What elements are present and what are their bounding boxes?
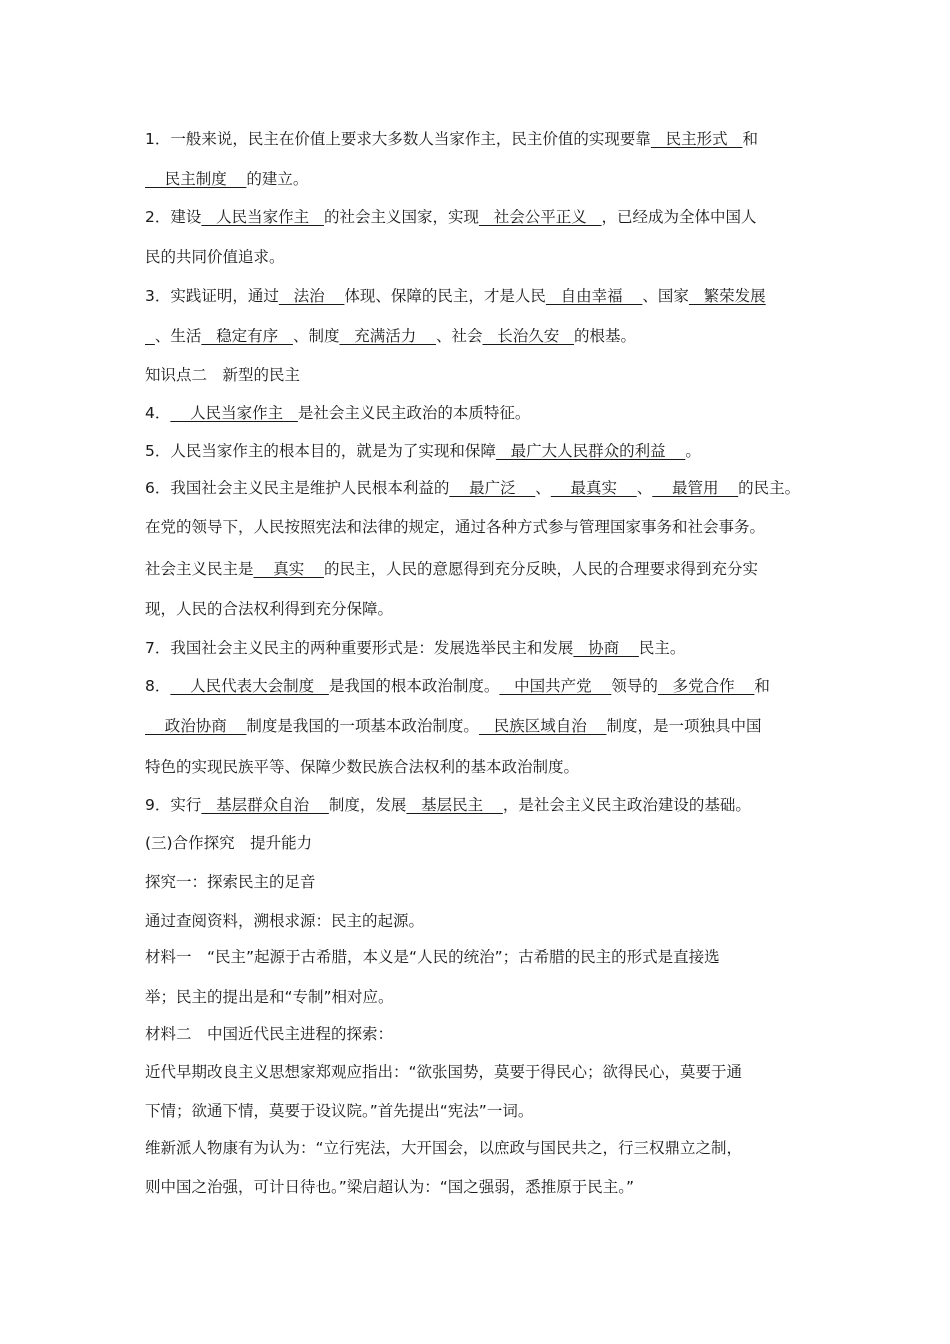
answer-blank: 民主制度 <box>145 170 247 188</box>
text-segment: 、 <box>636 479 653 497</box>
text-line <box>145 364 300 386</box>
text-segment: 体现、保障的民主，才是人民 <box>344 287 546 305</box>
answer-blank: 最真实 <box>550 479 637 497</box>
text-line <box>145 794 751 816</box>
text-line <box>145 910 424 932</box>
answer-blank: 最广泛 <box>449 479 536 497</box>
text-segment: 制度，是一项独具中国 <box>606 717 762 735</box>
text-segment: 的建立。 <box>246 170 309 188</box>
answer-blank <box>145 327 155 345</box>
text-line <box>145 946 720 968</box>
answer-blank: 政治协商 <box>145 717 247 735</box>
text-segment: ，已经成为全体中国人 <box>601 208 757 226</box>
text-segment: 通过查阅资料，溯根求源：民主的起源。 <box>145 912 425 930</box>
text-segment: 6．我国社会主义民主是维护人民根本利益的 <box>145 479 450 497</box>
text-line <box>145 477 800 499</box>
text-segment: 2．建设 <box>145 208 202 226</box>
answer-blank: 稳定有序 <box>201 327 293 345</box>
answer-blank: 社会公平正义 <box>478 208 602 226</box>
answer-blank: 繁荣发展 <box>688 287 766 305</box>
answer-blank: 基层民主 <box>406 796 503 814</box>
text-line <box>145 1137 742 1159</box>
text-segment: 、国家 <box>642 287 689 305</box>
text-segment: 的民主，人民的意愿得到充分反映，人民的合理要求得到充分实 <box>323 560 758 578</box>
text-line <box>145 128 758 150</box>
answer-blank: 自由幸福 <box>545 287 643 305</box>
text-segment: 是我国的根本政治制度。 <box>328 677 500 695</box>
answer-blank: 人民当家作主 <box>170 404 298 422</box>
answer-blank: 人民当家作主 <box>201 208 324 226</box>
text-segment: 制度是我国的一项基本政治制度。 <box>246 717 479 735</box>
text-segment: 的民主。 <box>738 479 801 497</box>
answer-blank: 长治久安 <box>482 327 575 345</box>
text-line <box>145 285 766 307</box>
answer-blank: 民主形式 <box>650 130 743 148</box>
text-line <box>145 558 758 580</box>
answer-blank: 协商 <box>573 639 639 657</box>
text-segment: 5．人民当家作主的根本目的，就是为了实现和保障 <box>145 442 496 460</box>
answer-blank: 人民代表大会制度 <box>170 677 329 695</box>
text-line <box>145 715 761 737</box>
text-line <box>145 1023 393 1045</box>
text-segment: 、 <box>535 479 551 497</box>
text-segment: 探究一：探索民主的足音 <box>145 873 316 891</box>
text-segment: 民主。 <box>638 639 686 657</box>
text-segment: 社会主义民主是 <box>145 560 254 578</box>
text-segment: 3．实践证明，通过 <box>145 287 279 305</box>
text-line <box>145 1176 634 1198</box>
text-segment: 和 <box>754 677 770 695</box>
text-line <box>145 832 312 854</box>
text-segment: ，是社会主义民主政治建设的基础。 <box>502 796 751 814</box>
text-segment: 知识点二 新型的民主 <box>145 366 301 384</box>
text-line <box>145 986 394 1008</box>
text-line <box>145 637 685 659</box>
text-segment: 、制度 <box>292 327 340 345</box>
text-segment: 维新派人物康有为认为：“立行宪法，大开国会，以庶政与国民共之，行三权鼎立之制， <box>145 1139 743 1157</box>
answer-blank: 充满活力 <box>339 327 436 345</box>
text-segment: 7．我国社会主义民主的两种重要形式是：发展选举民主和发展 <box>145 639 574 657</box>
text-segment: 制度，发展 <box>328 796 407 814</box>
text-segment: 、生活 <box>154 327 202 345</box>
answer-blank: 法治 <box>278 287 345 305</box>
text-segment: (三)合作探究 提升能力 <box>145 834 313 852</box>
text-segment: 民的共同价值追求。 <box>145 248 285 266</box>
text-segment: 是社会主义民主政治的本质特征。 <box>297 404 531 422</box>
text-line <box>145 168 308 190</box>
text-segment: 、社会 <box>435 327 483 345</box>
text-segment: 8． <box>145 677 171 695</box>
text-line <box>145 325 636 347</box>
text-segment: 则中国之治强，可计日待也。”梁启超认为：“国之强弱，悉推原于民主。” <box>145 1178 635 1196</box>
answer-blank: 中国共产党 <box>499 677 612 695</box>
text-segment: 领导的 <box>611 677 658 695</box>
text-segment: 现，人民的合法权利得到充分保障。 <box>145 600 394 618</box>
text-line <box>145 871 316 893</box>
answer-blank: 真实 <box>253 560 324 578</box>
text-segment: 特色的实现民族平等、保障少数民族合法权利的基本政治制度。 <box>145 758 580 776</box>
text-segment: 材料二 中国近代民主进程的探索： <box>145 1025 394 1043</box>
text-line <box>145 1100 533 1122</box>
text-line <box>145 598 393 620</box>
text-line <box>145 246 285 268</box>
text-segment: 在党的领导下，人民按照宪法和法律的规定，通过各种方式参与管理国家事务和社会事务。 <box>145 518 766 536</box>
text-segment: 和 <box>742 130 758 148</box>
answer-blank: 基层群众自治 <box>201 796 329 814</box>
text-line <box>145 440 701 462</box>
text-line <box>145 675 770 697</box>
text-segment: 。 <box>685 442 701 460</box>
text-segment: 4． <box>145 404 171 422</box>
answer-blank: 民族区域自治 <box>478 717 607 735</box>
text-segment: 下情；欲通下情，莫要于设议院。”首先提出“宪法”一词。 <box>145 1102 534 1120</box>
text-segment: 举；民主的提出是和“专制”相对应。 <box>145 988 394 1006</box>
answer-blank: 最管用 <box>652 479 739 497</box>
text-segment: 的根基。 <box>574 327 637 345</box>
text-line <box>145 1061 742 1083</box>
answer-blank: 最广大人民群众的利益 <box>495 442 686 460</box>
text-segment: 9．实行 <box>145 796 202 814</box>
text-line <box>145 756 579 778</box>
text-line <box>145 402 530 424</box>
text-segment: 材料一 “民主”起源于古希腊，本义是“人民的统治”；古希腊的民主的形式是直接选 <box>145 948 720 966</box>
text-line <box>145 516 765 538</box>
text-segment: 的社会主义国家，实现 <box>323 208 479 226</box>
text-segment: 1．一般来说，民主在价值上要求大多数人当家作主，民主价值的实现要靠 <box>145 130 651 148</box>
answer-blank: 多党合作 <box>657 677 755 695</box>
text-segment: 近代早期改良主义思想家郑观应指出：“欲张国势，莫要于得民心；欲得民心，莫要于通 <box>145 1063 743 1081</box>
text-line <box>145 206 757 228</box>
